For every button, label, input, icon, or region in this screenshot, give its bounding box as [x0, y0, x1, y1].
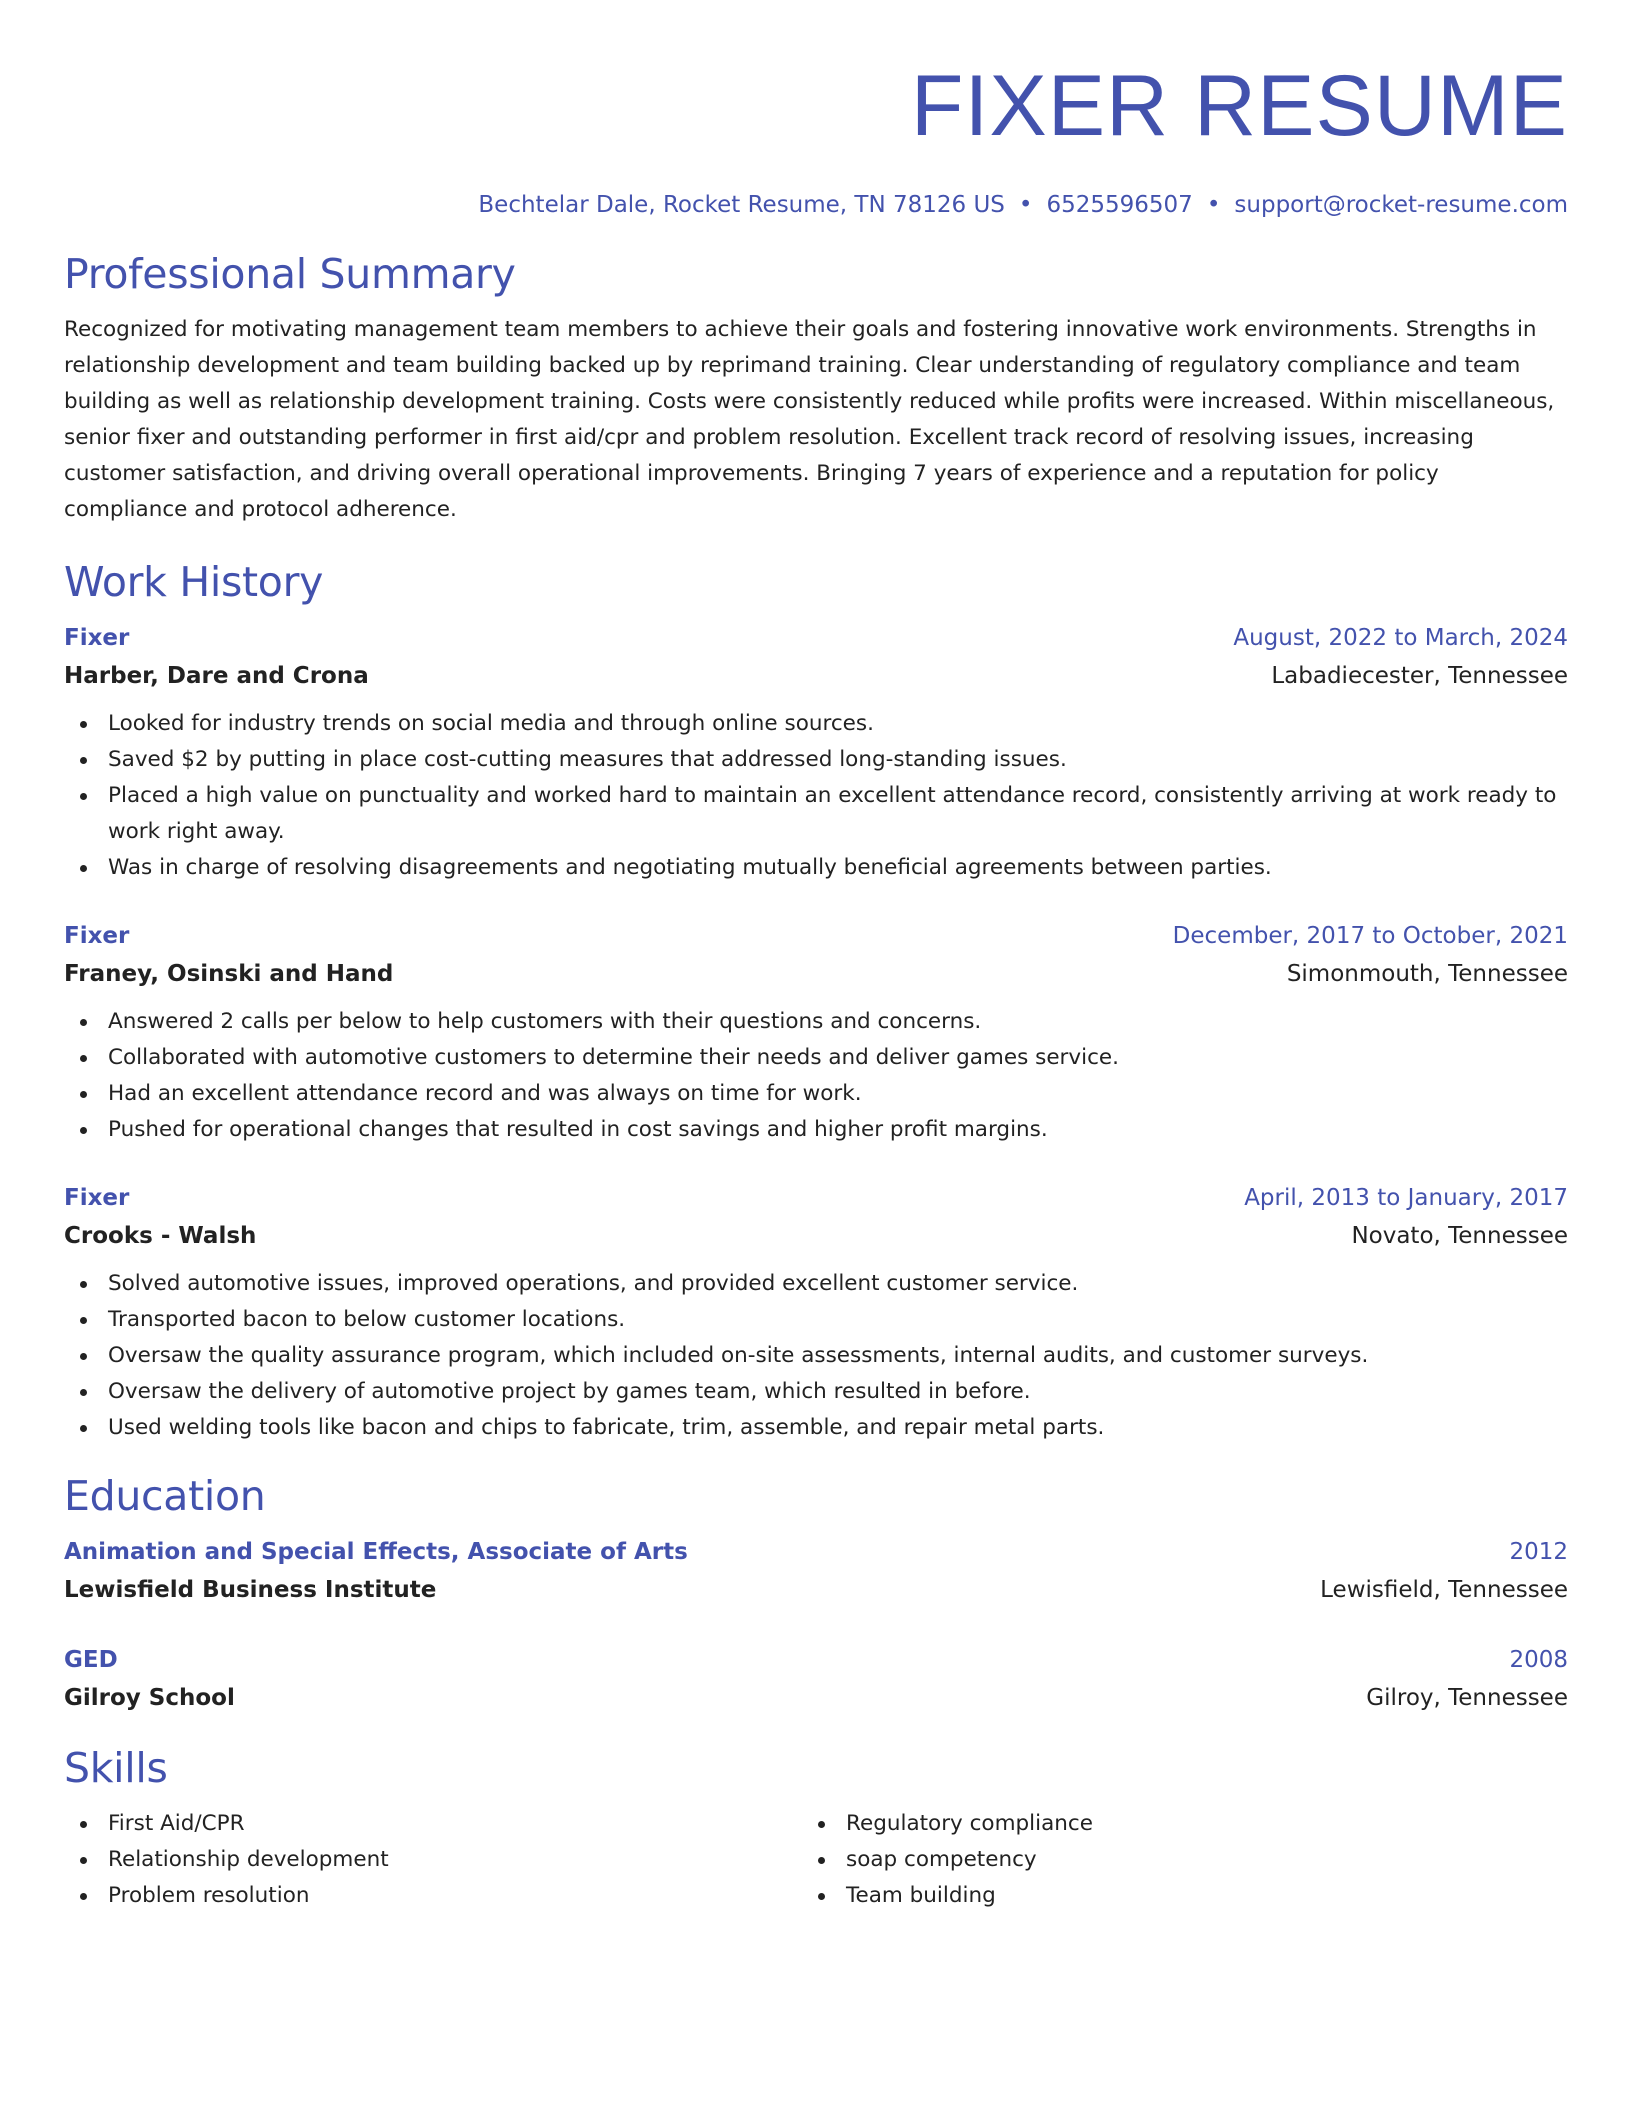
education-degree: GED	[64, 1647, 118, 1673]
skill-item: First Aid/CPR	[64, 1806, 802, 1842]
education-degree-row	[64, 1534, 1568, 1570]
job-location: Labadiecester, Tennessee	[1271, 663, 1568, 689]
list-item: Oversaw the quality assurance program, which included on-site assessments, internal audits, and customer surveys.	[64, 1338, 1568, 1374]
job-role: Fixer	[64, 625, 130, 651]
job-title-row	[64, 1180, 1568, 1216]
job-company-row	[64, 954, 1568, 994]
skill-item: Problem resolution	[64, 1878, 802, 1914]
list-item: Collaborated with automotive customers to determine their needs and deliver games service.	[64, 1040, 1568, 1076]
contact-phone: 6525596507	[1046, 192, 1193, 218]
education-year: 2008	[1509, 1647, 1568, 1673]
job-title-row	[64, 620, 1568, 656]
job-company: Franey, Osinski and Hand	[64, 961, 394, 987]
summary-section	[64, 248, 1568, 528]
contact-separator: •	[1018, 192, 1033, 218]
job-company-row	[64, 656, 1568, 696]
work-history-section	[64, 556, 1568, 1446]
list-item: Saved $2 by putting in place cost-cutting measures that addressed long-standing issues.	[64, 742, 1568, 778]
skill-item: Regulatory compliance	[802, 1806, 1568, 1842]
job-bullets	[64, 1004, 1568, 1148]
summary-title: Professional Summary	[64, 250, 516, 298]
list-item: Oversaw the delivery of automotive project by games team, which resulted in before.	[64, 1374, 1568, 1410]
skills-columns	[64, 1806, 1568, 1914]
summary-text: Recognized for motivating management team members to achieve their goals and fostering innovative work environments. Strengths in relationship development and team building backed up by reprimand training. Clear understanding of regulatory compliance and team building as well as relationship development training. Costs were consistently reduced while profits were increased. Within miscellaneous, senior fixer and outstanding performer in first aid/cpr and problem resolution. Excellent track record of resolving issues, increasing customer satisfaction, and driving overall operational improvements. Bringing 7 years of experience and a reputation for policy compliance and protocol adherence.	[64, 317, 1555, 522]
job-title-row	[64, 918, 1568, 954]
list-item: Was in charge of resolving disagreements and negotiating mutually beneficial agreements between parties.	[64, 850, 1568, 886]
list-item: Looked for industry trends on social media and through online sources.	[64, 706, 1568, 742]
list-item: Placed a high value on punctuality and worked hard to maintain an excellent attendance record, consistently arriving at work ready to work right away.	[64, 778, 1568, 850]
resume-header	[64, 56, 1568, 220]
list-item: Answered 2 calls per below to help customers with their questions and concerns.	[64, 1004, 1568, 1040]
education-section	[64, 1470, 1568, 1718]
list-item: Transported bacon to below customer locations.	[64, 1302, 1568, 1338]
job-entry	[64, 620, 1568, 886]
education-entry	[64, 1534, 1568, 1610]
job-company: Crooks - Walsh	[64, 1223, 257, 1249]
education-school: Gilroy School	[64, 1685, 235, 1711]
job-entry	[64, 1180, 1568, 1446]
list-item: Had an excellent attendance record and was always on time for work.	[64, 1076, 1568, 1112]
education-title: Education	[64, 1472, 266, 1520]
skills-list-left	[64, 1806, 802, 1914]
work-history-title: Work History	[64, 558, 324, 606]
education-school-row	[64, 1570, 1568, 1610]
contact-separator: •	[1206, 192, 1221, 218]
skills-title: Skills	[64, 1744, 168, 1792]
education-school: Lewisfield Business Institute	[64, 1577, 437, 1603]
job-dates: December, 2017 to October, 2021	[1172, 923, 1568, 949]
job-bullets	[64, 1266, 1568, 1446]
skill-item: Team building	[802, 1878, 1568, 1914]
resume-name: FIXER RESUME	[910, 58, 1568, 154]
job-role: Fixer	[64, 1185, 130, 1211]
education-location: Gilroy, Tennessee	[1366, 1685, 1568, 1711]
education-entry	[64, 1642, 1568, 1718]
job-role: Fixer	[64, 923, 130, 949]
education-school-row	[64, 1678, 1568, 1718]
job-location: Simonmouth, Tennessee	[1286, 961, 1568, 987]
job-dates: August, 2022 to March, 2024	[1233, 625, 1568, 651]
skill-item: soap competency	[802, 1842, 1568, 1878]
job-company: Harber, Dare and Crona	[64, 663, 369, 689]
job-entry	[64, 918, 1568, 1148]
job-dates: April, 2013 to January, 2017	[1244, 1185, 1568, 1211]
skill-item: Relationship development	[64, 1842, 802, 1878]
contact-address: Bechtelar Dale, Rocket Resume, TN 78126 US	[478, 192, 1005, 218]
skills-list-right	[802, 1806, 1568, 1914]
list-item: Used welding tools like bacon and chips to fabricate, trim, assemble, and repair metal parts.	[64, 1410, 1568, 1446]
skills-section	[64, 1742, 1568, 1914]
contact-email: support@rocket-resume.com	[1234, 192, 1568, 218]
job-company-row	[64, 1216, 1568, 1256]
education-location: Lewisfield, Tennessee	[1320, 1577, 1568, 1603]
job-location: Novato, Tennessee	[1351, 1223, 1568, 1249]
job-bullets	[64, 706, 1568, 886]
list-item: Solved automotive issues, improved operations, and provided excellent customer service.	[64, 1266, 1568, 1302]
education-degree: Animation and Special Effects, Associate of Arts	[64, 1539, 688, 1565]
education-year: 2012	[1509, 1539, 1568, 1565]
list-item: Pushed for operational changes that resulted in cost savings and higher profit margins.	[64, 1112, 1568, 1148]
contact-line	[64, 190, 1568, 220]
education-degree-row	[64, 1642, 1568, 1678]
